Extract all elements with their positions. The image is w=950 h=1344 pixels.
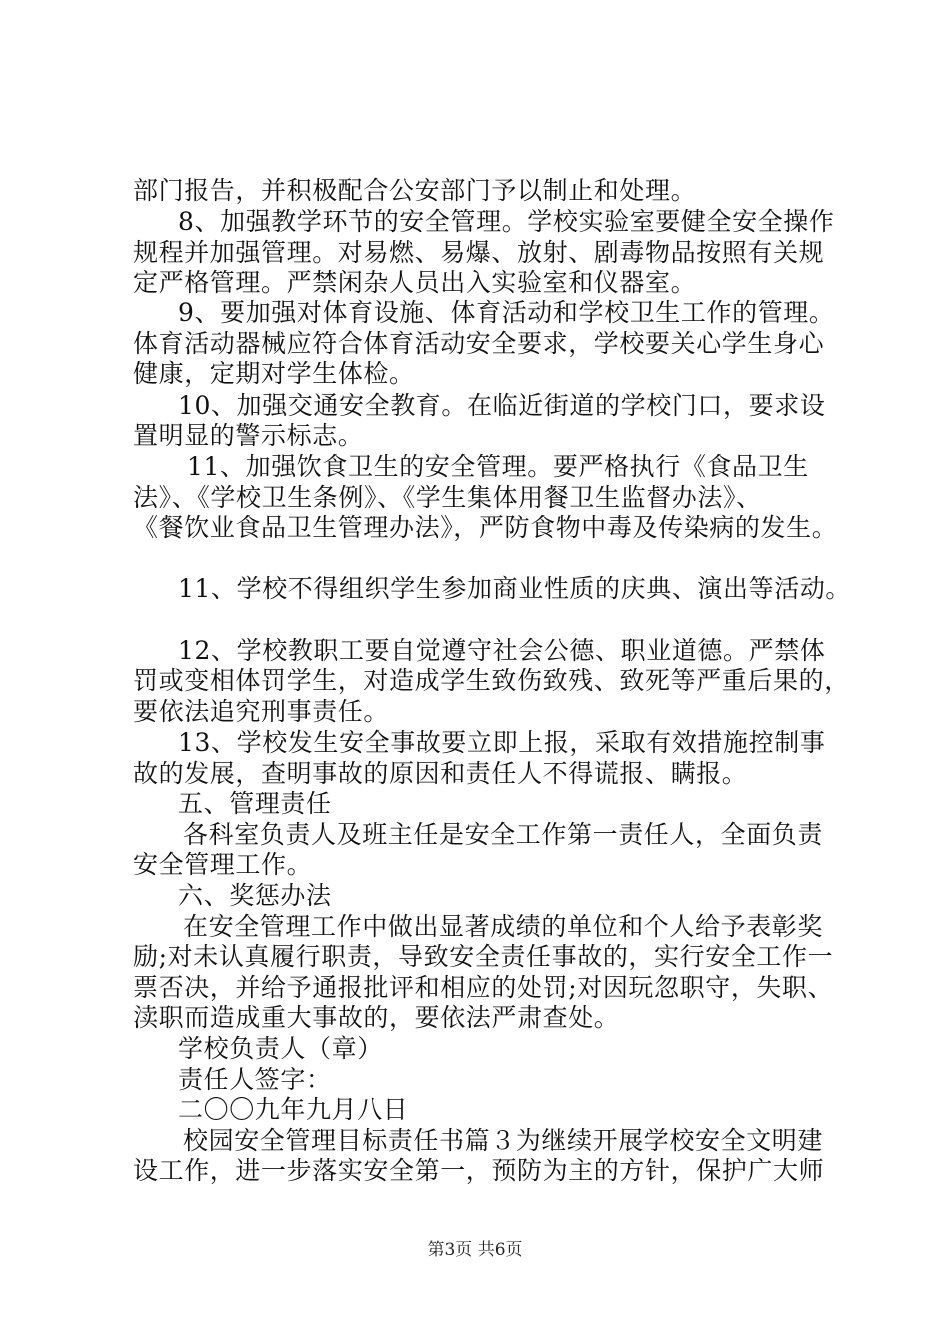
text-line: 8、加强教学环节的安全管理。学校实验室要健全安全操作 xyxy=(178,207,835,236)
signature-label: 学校负责人（章） xyxy=(178,1034,383,1063)
text-line: 渎职而造成重大事故的，要依法严肃查处。 xyxy=(133,1003,620,1032)
text-line: 安全管理工作。 xyxy=(133,850,313,879)
text-line: 12、学校教职工要自觉遵守社会公德、职业道德。严禁体 xyxy=(178,636,826,665)
text-line: 法》、《学校卫生条例》、《学生集体用餐卫生监督办法》、 xyxy=(133,483,762,512)
text-line: 规程并加强管理。对易燃、易爆、放射、剧毒物品按照有关规 xyxy=(133,238,825,267)
page-footer: 第3页 共6页 xyxy=(427,1240,523,1260)
text-line: 设工作，进一步落实安全第一，预防为主的方针，保护广大师 xyxy=(133,1156,825,1185)
text-line: 定严格管理。严禁闲杂人员出入实验室和仪器室。 xyxy=(133,268,697,297)
text-line: 部门报告，并积极配合公安部门予以制止和处理。 xyxy=(133,176,697,205)
text-line: 10、加强交通安全教育。在临近街道的学校门口，要求设 xyxy=(178,391,826,420)
text-line: 《餐饮业食品卫生管理办法》，严防食物中毒及传染病的发生。 xyxy=(133,513,838,542)
section-heading: 五、管理责任 xyxy=(178,789,332,818)
text-line: 在安全管理工作中做出显著成绩的单位和个人给予表彰奖 xyxy=(183,912,824,941)
signature-label: 责任人签字： xyxy=(178,1065,332,1094)
text-line: 票否决，并给予通报批评和相应的处罚;对因玩忽职守，失职、 xyxy=(133,973,834,1002)
text-line: 罚或变相体罚学生，对造成学生致伤致残、致死等严重后果的， xyxy=(133,666,850,695)
text-line: 故的发展，查明事故的原因和责任人不得谎报、瞒报。 xyxy=(133,759,748,788)
text-line: 13、学校发生安全事故要立即上报，采取有效措施控制事 xyxy=(178,728,826,757)
date-line: 二〇〇九年九月八日 xyxy=(178,1095,409,1124)
text-line: 体育活动器械应符合体育活动安全要求，学校要关心学生身心 xyxy=(133,329,825,358)
text-line: 健康，定期对学生体检。 xyxy=(133,359,415,388)
text-line: 各科室负责人及班主任是安全工作第一责任人，全面负责 xyxy=(183,820,824,849)
text-line: 置明显的警示标志。 xyxy=(133,421,364,450)
text-line: 校园安全管理目标责任书篇３为继续开展学校安全文明建 xyxy=(183,1126,824,1155)
text-line: 11、加强饮食卫生的安全管理。要严格执行《食品卫生 xyxy=(187,452,809,481)
text-line: 励;对未认真履行职责，导致安全责任事故的，实行安全工作一 xyxy=(133,942,834,971)
text-line: 要依法追究刑事责任。 xyxy=(133,697,390,726)
section-heading: 六、奖惩办法 xyxy=(178,881,332,910)
text-line: 11、学校不得组织学生参加商业性质的庆典、演出等活动。 xyxy=(178,574,852,603)
text-line: 9、要加强对体育设施、体育活动和学校卫生工作的管理。 xyxy=(178,298,835,327)
